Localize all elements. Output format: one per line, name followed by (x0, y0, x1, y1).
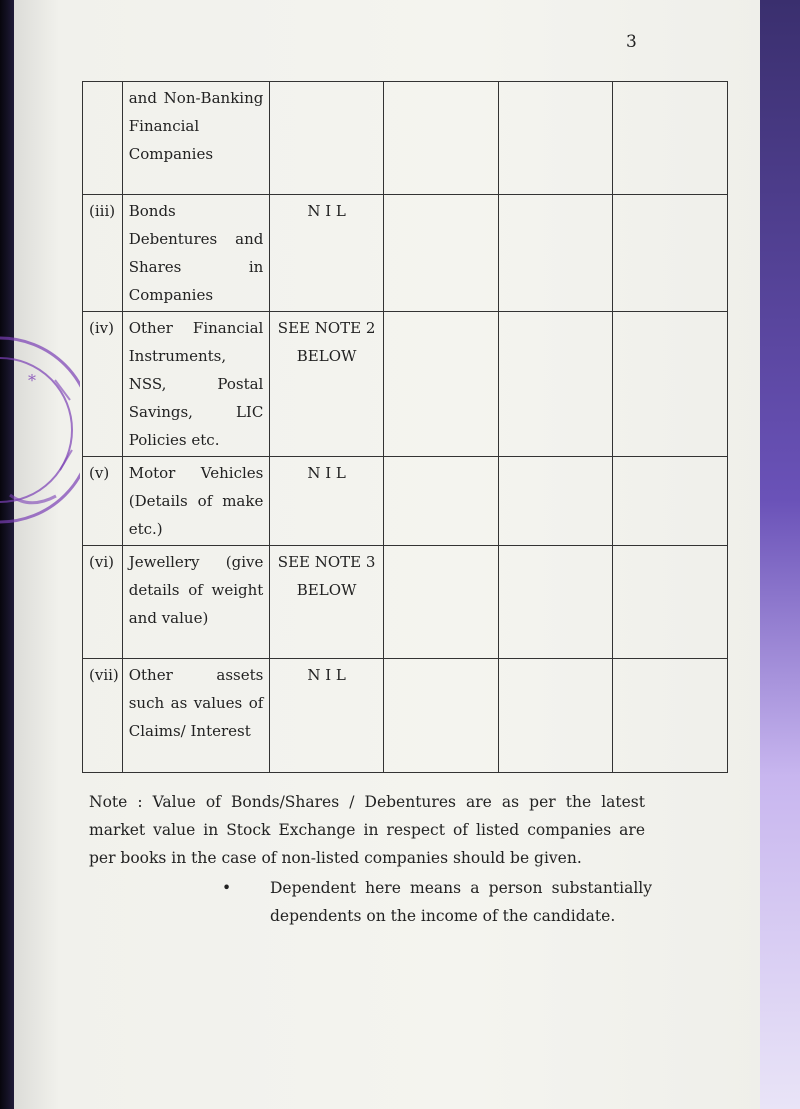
empty-cell (613, 457, 728, 546)
empty-cell (613, 82, 728, 195)
empty-cell (383, 546, 498, 659)
dependent-definition: Dependent here means a person substantially dependents on the income of the candidate. (270, 879, 652, 925)
empty-cell (383, 312, 498, 457)
empty-cell (498, 312, 613, 457)
table-row (83, 457, 728, 546)
row-description: and Non-Banking Financial Companies (122, 82, 270, 195)
row-number (83, 82, 123, 195)
row-number: (iv) (83, 312, 123, 457)
empty-cell (613, 195, 728, 312)
row-number: (vii) (83, 659, 123, 773)
row-description: Other Financial Instruments, NSS, Postal Savings, LIC Policies etc. (122, 312, 270, 457)
row-number: (v) (83, 457, 123, 546)
empty-cell (383, 82, 498, 195)
empty-cell (613, 312, 728, 457)
row-value: SEE NOTE 3 BELOW (270, 546, 384, 659)
empty-cell (613, 659, 728, 773)
official-stamp-icon (0, 320, 80, 540)
row-description: Other assets such as values of Claims/ Interest (122, 659, 270, 773)
row-value: N I L (270, 195, 384, 312)
row-description: Jewellery (give details of weight and value) (122, 546, 270, 659)
row-description: Motor Vehicles (Details of make etc.) (122, 457, 270, 546)
empty-cell (498, 195, 613, 312)
row-value: SEE NOTE 2 BELOW (270, 312, 384, 457)
table-row (83, 312, 728, 457)
empty-cell (613, 546, 728, 659)
empty-cell (383, 659, 498, 773)
table-row (83, 659, 728, 773)
row-number: (iii) (83, 195, 123, 312)
row-value: N I L (270, 659, 384, 773)
empty-cell (498, 82, 613, 195)
empty-cell (383, 195, 498, 312)
scan-right-edge (760, 0, 800, 1109)
row-value: N I L (270, 457, 384, 546)
bullet-icon: • (222, 879, 232, 897)
table-row (83, 546, 728, 659)
page-number: 3 (626, 32, 637, 52)
dependent-bullet (222, 874, 652, 930)
row-number: (vi) (83, 546, 123, 659)
empty-cell (498, 659, 613, 773)
empty-cell (498, 457, 613, 546)
svg-text:*: * (28, 371, 36, 390)
assets-table (82, 81, 728, 773)
table-row (83, 195, 728, 312)
row-value (270, 82, 384, 195)
valuation-note: Note : Value of Bonds/Shares / Debentures are as per the latest market value in Stock Exchange in respect of listed companies are per books in the case of non-listed companies should be given. (89, 793, 645, 867)
empty-cell (383, 457, 498, 546)
table-row (83, 82, 728, 195)
row-description: Bonds Debentures and Shares in Companies (122, 195, 270, 312)
empty-cell (498, 546, 613, 659)
